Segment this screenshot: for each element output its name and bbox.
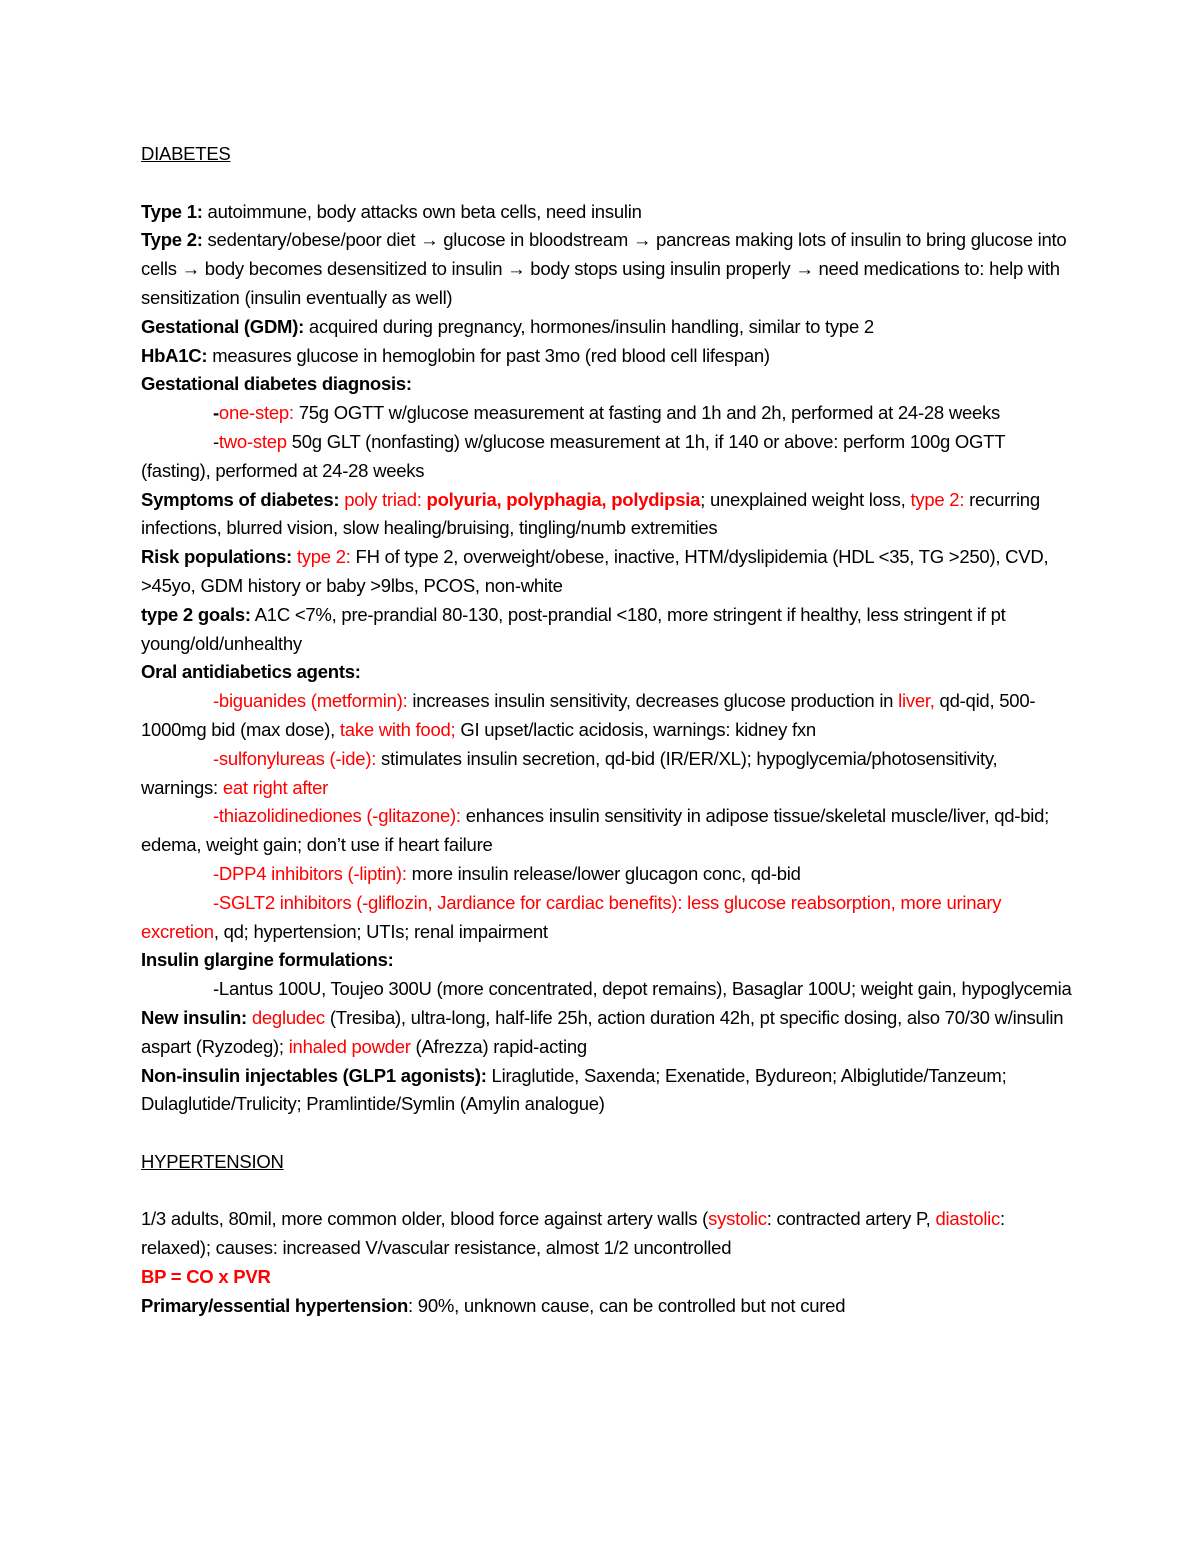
text-run: 75g OGTT w/glucose measurement at fasting and 1h and 2h, performed at 24-28 weeks — [293, 402, 1001, 424]
diabetes-line — [141, 198, 1076, 227]
diabetes-line — [141, 889, 1076, 947]
text-run: two-step — [218, 430, 287, 452]
diabetes-heading: DIABETES — [141, 143, 231, 164]
text-run: qd-qid, 500-1000mg bid (max dose), — [141, 690, 1036, 740]
text-run: inhaled powder — [288, 1035, 411, 1057]
text-run: one-step: — [218, 402, 294, 424]
diabetes-line — [141, 601, 1076, 659]
text-run: Type 1: — [141, 200, 203, 222]
text-run: Risk populations: — [141, 546, 292, 568]
diabetes-line — [141, 1062, 1076, 1120]
diabetes-line — [141, 370, 1076, 399]
text-run: measures glucose in hemoglobin for past 3mo (red blood cell lifespan) — [207, 344, 770, 366]
text-run: sedentary/obese/poor diet → glucose in bloodstream → pancreas making lots of insulin to bring glucose into cells → body becomes desensitized to insulin → body stops using insulin properly → need medications to: help with sensitization (insulin eventually as well) — [141, 229, 1067, 308]
text-run: poly triad: — [344, 488, 427, 510]
text-run: polyuria, polyphagia, polydipsia — [426, 488, 701, 510]
text-run: type 2 goals: — [141, 603, 251, 625]
text-run: Liraglutide, Saxenda; Exenatide, Bydureon; Albiglutide/Tanzeum; Dulaglutide/Trulicity; Pramlintide/Symlin (Amylin analogue) — [141, 1064, 1007, 1115]
text-run: recurring infections, blurred vision, slow healing/bruising, tingling/numb extremities — [141, 488, 1040, 539]
text-run: : 90%, unknown cause, can be controlled but not cured — [408, 1294, 846, 1316]
text-run: Type 2: — [141, 229, 203, 251]
text-run: Non-insulin injectables (GLP1 agonists): — [141, 1064, 487, 1086]
text-run: FH of type 2, overweight/obese, inactive, HTM/dyslipidemia (HDL <35, TG >250), CVD, >45yo, GDM history or baby >9lbs, PCOS, non-white — [141, 546, 1049, 596]
text-run: - — [213, 430, 219, 452]
text-run: ; unexplained weight loss, — [700, 488, 911, 510]
text-run: - — [213, 402, 219, 424]
text-run: systolic — [708, 1208, 767, 1230]
text-run: -Lantus 100U, Toujeo 300U (more concentrated, depot remains), Basaglar 100U; weight gain, hypoglycemia — [213, 978, 1072, 1000]
text-run: Gestational (GDM): — [141, 315, 305, 337]
diabetes-line — [141, 313, 1076, 342]
diabetes-section — [141, 198, 1076, 1120]
diabetes-line — [141, 486, 1076, 544]
text-run: : contracted artery P, — [766, 1208, 936, 1230]
text-run: liver, — [898, 690, 935, 712]
spacer — [141, 1177, 1076, 1206]
text-run: take with food; — [339, 718, 456, 740]
text-run: type 2: — [296, 546, 351, 568]
hypertension-line — [141, 1205, 1076, 1263]
text-run: type 2: — [910, 488, 965, 510]
document-content — [141, 140, 1076, 1321]
text-run: acquired during pregnancy, hormones/insulin handling, similar to type 2 — [304, 315, 874, 337]
text-run: -thiazolidinediones (-glitazone): — [213, 805, 461, 827]
text-run: HbA1C: — [141, 344, 208, 366]
hypertension-heading: HYPERTENSION — [141, 1150, 284, 1172]
diabetes-line — [141, 687, 1076, 745]
diabetes-line — [141, 1004, 1076, 1062]
diabetes-line — [141, 226, 1076, 312]
text-run: degludec — [251, 1006, 325, 1028]
text-run: -biguanides (metformin): — [213, 690, 408, 712]
text-run: diastolic — [935, 1208, 1001, 1230]
diabetes-line — [141, 342, 1076, 371]
text-run: , qd; hypertension; UTIs; renal impairment — [213, 920, 548, 942]
hypertension-line — [141, 1292, 1076, 1321]
diabetes-line — [141, 745, 1076, 803]
text-run: autoimmune, body attacks own beta cells, need insulin — [202, 200, 642, 222]
text-run: 50g GLT (nonfasting) w/glucose measurement at 1h, if 140 or above: perform 100g OGTT (fasting), performed at 24-28 weeks — [141, 430, 1005, 481]
spacer — [141, 1119, 1076, 1148]
text-run: A1C <7%, pre-prandial 80-130, post-prandial <180, more stringent if healthy, less stringent if pt young/old/unhealthy — [141, 603, 1006, 654]
diabetes-line — [141, 543, 1076, 601]
spacer — [141, 169, 1076, 198]
text-run: : relaxed); causes: increased V/vascular resistance, almost 1/2 uncontrolled — [141, 1208, 1005, 1259]
text-run: -SGLT2 inhibitors (-gliflozin, Jardiance for cardiac benefits): less glucose reabsorption, more urinary excretion — [141, 891, 1002, 942]
diabetes-line — [141, 428, 1076, 486]
text-run: Primary/essential hypertension — [141, 1294, 409, 1316]
text-run: -DPP4 inhibitors (-liptin): — [213, 862, 407, 884]
text-run: eat right after — [222, 776, 329, 798]
diabetes-line — [141, 658, 1076, 687]
diabetes-line — [141, 802, 1076, 860]
diabetes-line — [141, 975, 1076, 1004]
text-run: -sulfonylureas (-ide): — [213, 747, 377, 769]
diabetes-line — [141, 399, 1076, 428]
text-run: Insulin glargine formulations: — [141, 949, 394, 971]
diabetes-line — [141, 860, 1076, 889]
text-run: stimulates insulin secretion, qd-bid (IR/ER/XL); hypoglycemia/photosensitivity, warnings: — [141, 747, 998, 798]
text-run: 1/3 adults, 80mil, more common older, blood force against artery walls ( — [141, 1208, 709, 1230]
text-run: Symptoms of diabetes: — [141, 488, 340, 510]
text-run: increases insulin sensitivity, decreases glucose production in — [407, 690, 899, 712]
text-run: enhances insulin sensitivity in adipose tissue/skeletal muscle/liver, qd-bid; edema, weight gain; don’t use if heart failure — [141, 805, 1050, 856]
text-run: New insulin: — [141, 1006, 247, 1028]
text-run: (Tresiba), ultra-long, half-life 25h, action duration 42h, pt specific dosing, also 70/30 w/insulin aspart (Ryzodeg); — [141, 1006, 1064, 1057]
text-run: Oral antidiabetics agents: — [141, 661, 361, 683]
hypertension-section — [141, 1205, 1076, 1320]
hypertension-line — [141, 1263, 1076, 1292]
text-run: GI upset/lactic acidosis, warnings: kidney fxn — [455, 718, 816, 740]
text-run: Gestational diabetes diagnosis: — [141, 373, 412, 395]
text-run: (Afrezza) rapid-acting — [410, 1035, 587, 1057]
diabetes-line — [141, 946, 1076, 975]
text-run: BP = CO x PVR — [141, 1266, 271, 1288]
text-run: more insulin release/lower glucagon conc, qd-bid — [406, 862, 801, 884]
